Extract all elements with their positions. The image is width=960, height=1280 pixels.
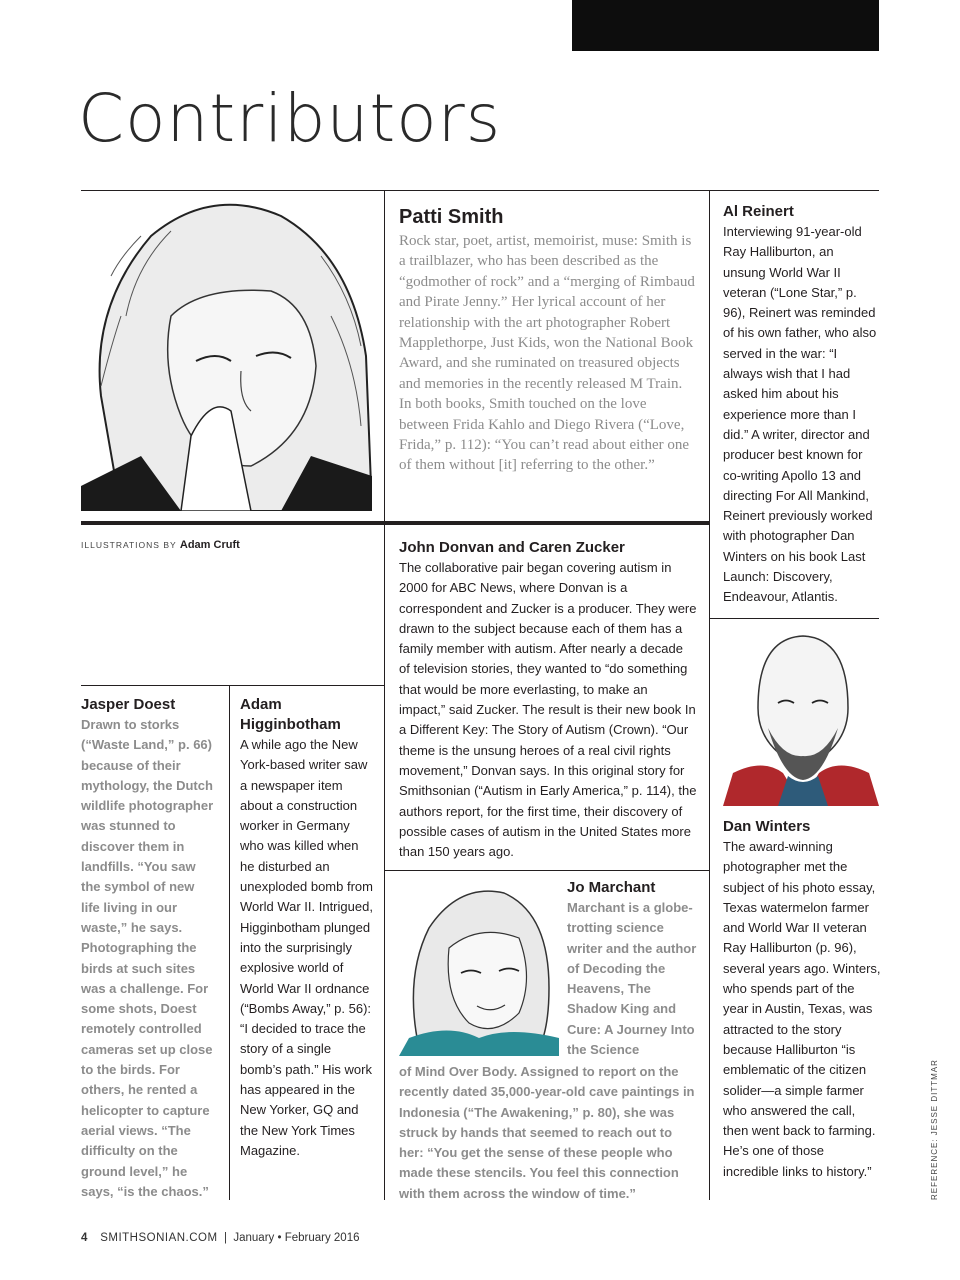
rule-center-low xyxy=(384,870,709,871)
contributor-name: Dan Winters xyxy=(723,818,811,835)
contributor-name: Adam Higginbotham xyxy=(240,696,341,733)
contributor-name: Jo Marchant xyxy=(567,879,656,896)
page-title: Contributors xyxy=(78,80,502,157)
footer-issue: January • February 2016 xyxy=(233,1232,360,1244)
rule-right-mid xyxy=(709,618,879,619)
top-rule xyxy=(81,190,879,191)
rule-left-mid xyxy=(81,685,384,686)
illustration-credit xyxy=(81,539,240,551)
side-reference: REFERENCE: JESSE DITTMAR xyxy=(930,1059,939,1200)
contributor-dan-winters xyxy=(723,817,881,1182)
contributor-bio-bottom: of Mind Over Body. Assigned to report on the recently dated 35,000-year-old cave paintings in Indonesia (“The Awakening,” p. 80), she was struck by hands that seemed to reach out to her: “You get the sense of these people who made these stencils. You feel this connection with them across the window of time.” xyxy=(399,1064,695,1201)
thick-rule xyxy=(81,521,709,525)
illustration-credit-prefix: ILLUSTRATIONS BY xyxy=(81,540,177,550)
divider-center-right xyxy=(709,190,710,1200)
contributor-bio: The collaborative pair began covering autism in 2000 for ABC News, where Donvan is a correspondent and Zucker is a producer. They were drawn to the subject because each of them has a family member with autism. After nearly a decade of television stories, they wanted to “do something that would be more everlasting, to make an impact,” said Zucker. The result is their new book In a Different Key: The Story of Autism (Crown). “Our theme is the unsung heroes of a real civil rights movement,” Donvan says. In this original story for Smithsonian (“Autism in Early America,” p. 114), the authors report, for the first time, their discovery of possible cases of autism in the United States more than 150 years ago. xyxy=(399,560,697,860)
contributor-bio: A while ago the New York-based writer saw a newspaper item about a construction worker in Germany who was killed when he disturbed an unexploded bomb from World War II. Intrigued, Higginbotham plunged into the surprisingly explosive world of World War II ordnance (“Bombs Away,” p. 56): “I decided to trace the story of a single bomb’s path.” His work has appeared in the New Yorker, GQ and the New York Times Magazine. xyxy=(240,737,373,1158)
contributor-adam-higginbotham xyxy=(240,695,376,1161)
divider-center-left xyxy=(384,190,385,1200)
patti-smith-portrait xyxy=(81,196,372,511)
contributor-bio: Interviewing 91-year-old Ray Halliburton, an unsung World War II veteran (“Lone Star,” p. 96), Reinert was reminded of his own father, who also served in the war: “I always wish that I had asked him about his experience more than I did.” A writer, director and producer best known for co-writing Apollo 13 and directing For All Mankind, Reinert previously worked with photographer Dan Winters on his book Last Launch: Discovery, Endeavour, Atlantis. xyxy=(723,224,877,605)
contributor-name: John Donvan and Caren Zucker xyxy=(399,539,625,556)
footer xyxy=(81,1232,359,1244)
illustration-credit-name: Adam Cruft xyxy=(179,539,240,551)
footer-site: SMITHSONIAN.COM xyxy=(100,1232,218,1244)
contributor-name: Jasper Doest xyxy=(81,696,176,713)
contributor-jasper-doest xyxy=(81,695,216,1202)
jo-marchant-portrait xyxy=(399,878,559,1056)
contributor-patti-smith xyxy=(399,204,695,476)
contributor-bio: Rock star, poet, artist, memoirist, muse: Smith is a trailblazer, who has been described as the “godmother of rock” and a “merging of Rimbaud and Pirate Jenny.” Her lyrical account of her relationship with the art photographer Robert Mapplethorpe, Just Kids, won the National Book Award, and she ruminated on treasured objects and memories in the recently released M Train. In both books, Smith touched on the love between Frida Kahlo and Diego Rivera (“Love, Frida,” p. 112): “You can’t read about either one of them without [it] referring to the other.” xyxy=(399,233,695,474)
footer-separator: | xyxy=(223,1232,227,1244)
contributor-al-reinert xyxy=(723,202,879,608)
contributor-bio: The award-winning photographer met the subject of his photo essay, Texas watermelon farmer and World War II veteran Ray Halliburton (p. 96), several years ago. Winters, who spends part of the year in Austin, Texas, was attracted to the story because Halliburton “is emblematic of the citizen solider—a simple farmer who answered the call, then went back to farming. He’s one of those incredible links to history.” xyxy=(723,839,881,1179)
page-number: 4 xyxy=(81,1232,88,1244)
contributor-bio-top: Marchant is a globe-trotting science writer and the author of Decoding the Heavens, The Shadow King and Cure: A Journey Into the Science xyxy=(567,900,697,1058)
contributor-donvan-zucker xyxy=(399,538,697,862)
header-bar xyxy=(572,0,879,51)
divider-left-columns xyxy=(229,686,230,1200)
dan-winters-portrait xyxy=(723,628,879,806)
contributor-bio: Drawn to storks (“Waste Land,” p. 66) because of their mythology, the Dutch wildlife photographer was stunned to discover them in landfills. “You saw the symbol of new life living in our waste,” he says. Photographing the birds at such sites was a challenge. For some shots, Doest remotely controlled cameras set up close to the birds. For others, he rented a helicopter to capture aerial views. “The difficulty on the ground level,” he says, “is the chaos.” xyxy=(81,717,214,1199)
contributor-name: Al Reinert xyxy=(723,203,794,220)
contributor-name: Patti Smith xyxy=(399,206,504,228)
contributor-jo-marchant xyxy=(567,878,702,1060)
